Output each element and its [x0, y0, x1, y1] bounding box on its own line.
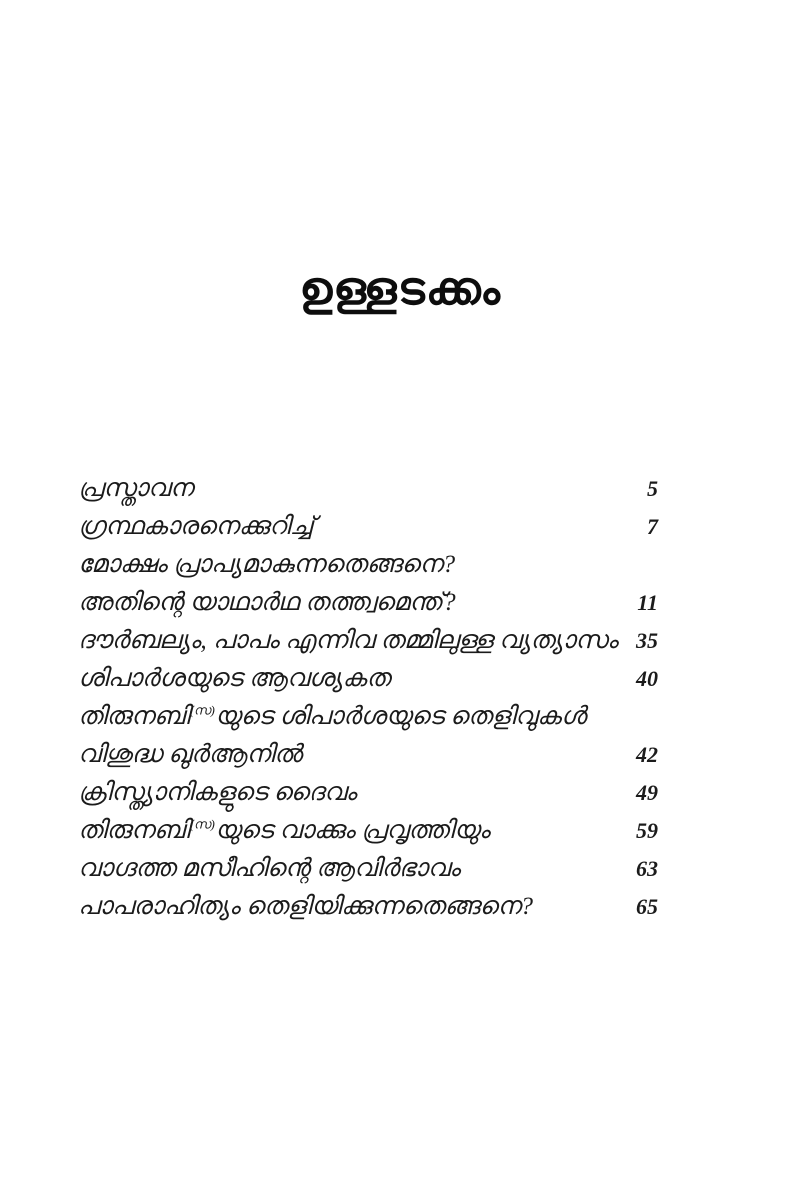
toc-entry-line: [78, 660, 658, 698]
toc-title-text: പാപരാഹിത്യം തെളിയിക്കുന്നതെങ്ങനെ?: [78, 893, 534, 920]
toc-entry-title: [78, 812, 490, 850]
toc-page-number: 65: [636, 894, 658, 919]
toc-entry-line: [78, 736, 658, 774]
toc-title-text: വാഗ്ദത്ത മസീഹിന്റെ ആവിർഭാവം: [78, 855, 461, 882]
toc-title-text: യുടെ വാക്കും പ്രവൃത്തിയും: [214, 817, 490, 844]
toc-page-number: 5: [647, 476, 658, 501]
toc-entry-line: [78, 508, 658, 546]
toc-page-number: 63: [636, 856, 658, 881]
honorific-superscript: (സ): [189, 816, 215, 832]
toc-title-text: ഗ്രന്ഥകാരനെക്കുറിച്ച്: [78, 513, 314, 540]
toc-page-number: 35: [636, 628, 658, 653]
toc-title-text: ശിപാർശയുടെ ആവശ്യകത: [78, 665, 391, 692]
toc-entry-title: [78, 508, 314, 546]
toc-entry: [78, 470, 658, 508]
toc-page-number: 11: [637, 590, 658, 615]
toc-title-text: അതിന്റെ യാഥാർഥ തത്ത്വമെന്ത്?: [78, 589, 456, 616]
toc-title-text: തിരുനബി: [78, 817, 190, 844]
toc-entry-title: [78, 850, 460, 888]
toc-title-text: പ്രസ്താവന: [78, 475, 194, 502]
toc-entry-line: [78, 546, 658, 584]
toc-entry: [78, 508, 658, 546]
toc-page-number: 40: [636, 666, 658, 691]
toc-entry-title: [78, 584, 456, 622]
toc-entry-line: [78, 470, 658, 508]
toc-title-text: ക്രിസ്ത്യാനികളുടെ ദൈവം: [78, 779, 357, 806]
toc-title-text: മോക്ഷം പ്രാപ്യമാകുന്നതെങ്ങനെ?: [78, 551, 456, 578]
toc-entry: [78, 546, 658, 622]
toc-page-number: 42: [636, 742, 658, 767]
toc-entry-title: [78, 736, 302, 774]
toc-page-number: 59: [636, 818, 658, 843]
toc-entry-line: [78, 812, 658, 850]
toc-entry-title: [78, 660, 390, 698]
toc-entry: [78, 698, 658, 774]
toc-entry-line: [78, 774, 658, 812]
toc-entry-title: [78, 698, 586, 736]
toc-page-number: 7: [647, 514, 658, 539]
toc-title-text: യുടെ ശിപാർശയുടെ തെളിവുകൾ: [214, 703, 586, 730]
toc-entry-title: [78, 470, 193, 508]
toc-entry: [78, 888, 658, 926]
toc-entry-title: [78, 888, 533, 926]
toc-entry-line: [78, 698, 658, 736]
toc-entry: [78, 774, 658, 812]
toc-entry: [78, 660, 658, 698]
toc-title-text: ദൗർബല്യം, പാപം എന്നിവ തമ്മിലുള്ള വ്യത്യാസം: [78, 627, 618, 654]
toc-entry-line: [78, 584, 658, 622]
toc-entry-title: [78, 622, 618, 660]
toc-title-text: തിരുനബി: [78, 703, 190, 730]
toc-title-text: വിശുദ്ധ ഖുർആനിൽ: [78, 741, 302, 768]
toc-entry-line: [78, 888, 658, 926]
toc-page-number: 49: [636, 780, 658, 805]
toc-entry: [78, 850, 658, 888]
toc-entry-title: [78, 546, 455, 584]
toc-entry: [78, 812, 658, 850]
toc-entry-line: [78, 850, 658, 888]
page-title: ഉള്ളടക്കം: [299, 263, 501, 314]
toc-entry-title: [78, 774, 356, 812]
honorific-superscript: (സ): [189, 702, 215, 718]
toc-entry-line: [78, 622, 658, 660]
table-of-contents: [78, 470, 658, 926]
toc-entry: [78, 622, 658, 660]
